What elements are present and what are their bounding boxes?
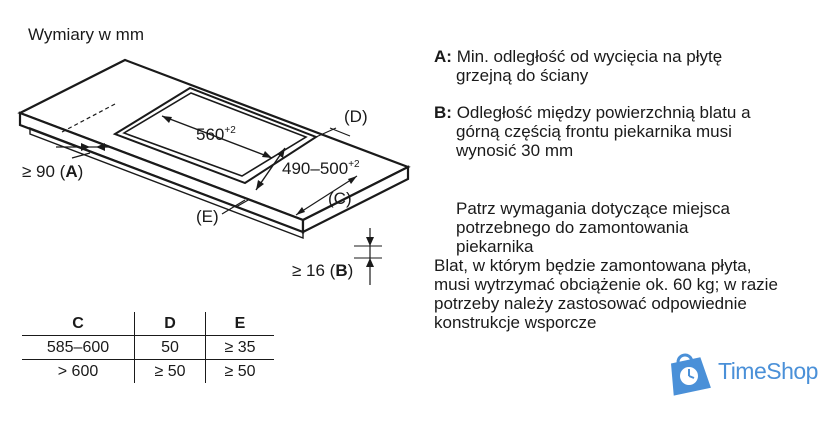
table-cell: 50 [135,336,206,360]
note-d-line2: musi wytrzymać obciążenie ok. 60 kg; w razie [434,275,778,294]
table-header-e: E [206,312,275,336]
note-d-line3: potrzeby należy zastosować odpowiednie [434,294,747,313]
note-c-line3: piekarnika [456,237,534,256]
dimension-table [22,312,274,383]
table-cell: > 600 [57,362,99,380]
marker-d-label: (D) [344,107,368,126]
table-cell: 585–600 [22,336,135,360]
table-header-c: C [22,312,135,336]
marker-c-label: (C) [328,189,352,208]
note-a-key: A: [434,47,452,66]
table-cell: ≥ 50 [135,360,206,384]
marker-e-label: (E) [196,207,219,226]
note-d-line1: Blat, w którym będzie zamontowana płyta, [434,256,752,275]
ge90-label: ≥ 90 (A) [22,162,84,181]
table-header-row [22,312,274,336]
shopping-bag-clock-icon [664,346,716,396]
note-a [434,47,722,66]
dim-b-arrow-bottom [366,258,374,267]
ge16-label: ≥ 16 (B) [292,261,354,280]
note-b [434,103,751,122]
logo-text: TimeShop [718,358,818,384]
note-b-line1: Odległość między powierzchnią blatu a [456,103,751,122]
timeshop-logo [664,346,834,396]
diagram-title: Wymiary w mm [28,25,144,44]
table-row [22,360,274,384]
table-header-d: D [135,312,206,336]
note-a-cont: grzejną do ściany [456,66,589,85]
note-c-line1: Patrz wymagania dotyczące miejsca [456,199,731,218]
table-cell: ≥ 35 [206,336,275,360]
note-c-line2: potrzebnego do zamontowania [456,218,689,237]
note-b-key: B: [434,103,452,122]
dim-490-label: $490-500^{+2}$ [282,159,360,178]
note-d-line4: konstrukcje wsporcze [434,313,597,332]
dim-b-arrow-top [366,237,374,246]
dim-560-label: $560^{+2}$ [196,125,236,144]
note-b-line2: górną częścią frontu piekarnika musi [456,122,732,141]
table-row [22,336,274,360]
note-b-line3: wynosić 30 mm [456,141,574,160]
note-a-line1: Min. odległość od wycięcia na płytę [456,47,723,66]
table-cell: ≥ 50 [206,360,275,384]
